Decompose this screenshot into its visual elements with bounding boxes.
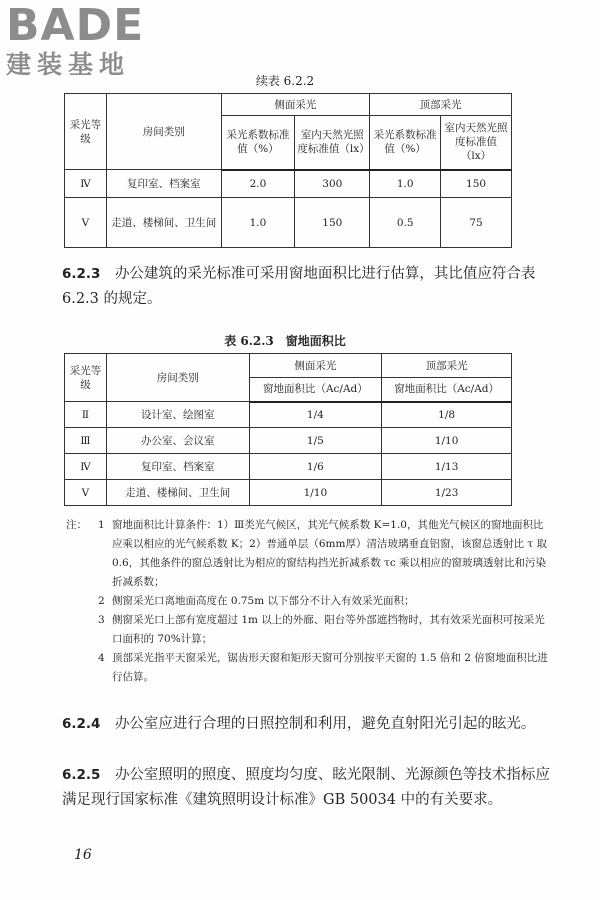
clause-6-2-5 bbox=[62, 763, 550, 813]
note-number: 1 bbox=[98, 519, 105, 531]
header-grade: 采光等级 bbox=[65, 94, 107, 170]
table-cell: Ⅴ bbox=[65, 198, 107, 248]
table-cell: 75 bbox=[441, 198, 512, 248]
header-side-illum: 室内天然光照度标准值（lx） bbox=[295, 116, 370, 170]
clause-6-2-3 bbox=[62, 262, 550, 312]
table-6-2-3 bbox=[64, 353, 512, 506]
note-number: 2 bbox=[98, 595, 105, 607]
clause-6-2-4 bbox=[62, 712, 550, 737]
table-cell: Ⅴ bbox=[65, 480, 107, 506]
header-side-ratio: 窗地面积比（Ac/Ad） bbox=[249, 378, 382, 402]
notes-label: 注： bbox=[66, 519, 87, 531]
page-number: 16 bbox=[74, 847, 92, 863]
header-room: 房间类别 bbox=[106, 94, 221, 170]
table-cell: Ⅱ bbox=[65, 402, 107, 428]
logo-brand: BADE bbox=[6, 0, 145, 51]
table-cell: 1/4 bbox=[249, 402, 382, 428]
note-item bbox=[66, 516, 548, 592]
table-623-caption: 表 6.2.3 窗地面积比 bbox=[224, 334, 346, 348]
clause-text: 办公室照明的照度、照度均匀度、眩光限制、光源颜色等技术指标应满足现行国家标准《建筑照明设计标准》GB 50034 中的有关要求。 bbox=[62, 767, 550, 808]
table-cell: 0.5 bbox=[370, 198, 441, 248]
note-number: 3 bbox=[98, 614, 105, 626]
header-side-coef: 采光系数标准值（%） bbox=[221, 116, 295, 170]
table-cell: 复印室、档案室 bbox=[106, 170, 221, 198]
header-side: 侧面采光 bbox=[249, 354, 382, 378]
note-number: 4 bbox=[98, 652, 105, 664]
clause-text: 办公建筑的采光标准可采用窗地面积比进行估算，其比值应符合表 6.2.3 的规定。 bbox=[62, 266, 536, 307]
table-cell: 1/5 bbox=[249, 428, 382, 454]
table-cell: 办公室、会议室 bbox=[106, 428, 249, 454]
header-top-illum: 室内天然光照度标准值（lx） bbox=[441, 116, 512, 170]
clause-text: 办公室应进行合理的日照控制和利用，避免直射阳光引起的眩光。 bbox=[114, 716, 536, 732]
table-cell: 1.0 bbox=[370, 170, 441, 198]
table-cell: 150 bbox=[295, 198, 370, 248]
header-grade: 采光等级 bbox=[65, 354, 107, 402]
table-cell: 1/23 bbox=[382, 480, 512, 506]
table-cell: 复印室、档案室 bbox=[106, 454, 249, 480]
table-cell: 设计室、绘图室 bbox=[106, 402, 249, 428]
header-room: 房间类别 bbox=[106, 354, 249, 402]
table-cell: Ⅳ bbox=[65, 454, 107, 480]
table-cell: 走道、楼梯间、卫生间 bbox=[106, 480, 249, 506]
header-top: 顶部采光 bbox=[370, 94, 512, 116]
note-text: 窗地面积比计算条件：1）Ⅲ类光气候区，其光气候系数 K=1.0，其他光气候区的窗地面积比应乘以相应的光气候系数 K；2）普通单层（6mm厚）清洁玻璃垂直铝窗，该窗总透射比 τ 取 0.6，其他条件的窗总透射比为相应的窗结构挡光折减系数 τc 乘以相应的窗玻璃透射比和污染折减系数； bbox=[112, 519, 547, 588]
table-cell: 2.0 bbox=[221, 170, 295, 198]
table-cell: 走道、楼梯间、卫生间 bbox=[106, 198, 221, 248]
table-cell: Ⅲ bbox=[65, 428, 107, 454]
clause-number: 6.2.3 bbox=[62, 266, 101, 282]
table-cell: 1/10 bbox=[382, 428, 512, 454]
header-top: 顶部采光 bbox=[382, 354, 512, 378]
note-text: 侧窗采光口离地面高度在 0.75m 以下部分不计入有效采光面积； bbox=[112, 595, 415, 607]
note-item bbox=[66, 649, 548, 687]
table-continued bbox=[64, 93, 512, 248]
logo-subtitle: 建装基地 bbox=[6, 50, 131, 79]
header-top-coef: 采光系数标准值（%） bbox=[370, 116, 441, 170]
clause-number: 6.2.5 bbox=[62, 767, 101, 783]
note-text: 侧窗采光口上部有宽度超过 1m 以上的外廊、阳台等外部遮挡物时，其有效采光面积可按采光口面积的 70%计算； bbox=[112, 614, 545, 645]
table-cell: 1/10 bbox=[249, 480, 382, 506]
table-cell: 1/13 bbox=[382, 454, 512, 480]
table-cell: 1/6 bbox=[249, 454, 382, 480]
clause-number: 6.2.4 bbox=[62, 716, 101, 732]
table-cell: 1.0 bbox=[221, 198, 295, 248]
table-cell: 1/8 bbox=[382, 402, 512, 428]
header-top-ratio: 窗地面积比（Ac/Ad） bbox=[382, 378, 512, 402]
header-side: 侧面采光 bbox=[221, 94, 370, 116]
note-item bbox=[66, 611, 548, 649]
table-cont-caption: 续表 6.2.2 bbox=[255, 74, 315, 88]
note-item bbox=[66, 592, 548, 611]
table-cell: 300 bbox=[295, 170, 370, 198]
logo bbox=[6, 0, 145, 80]
table-cell: Ⅳ bbox=[65, 170, 107, 198]
note-text: 顶部采光指平天窗采光，锯齿形天窗和矩形天窗可分别按平天窗的 1.5 倍和 2 倍窗地面积比进行估算。 bbox=[112, 652, 548, 683]
table-notes bbox=[66, 516, 548, 687]
table-cell: 150 bbox=[441, 170, 512, 198]
